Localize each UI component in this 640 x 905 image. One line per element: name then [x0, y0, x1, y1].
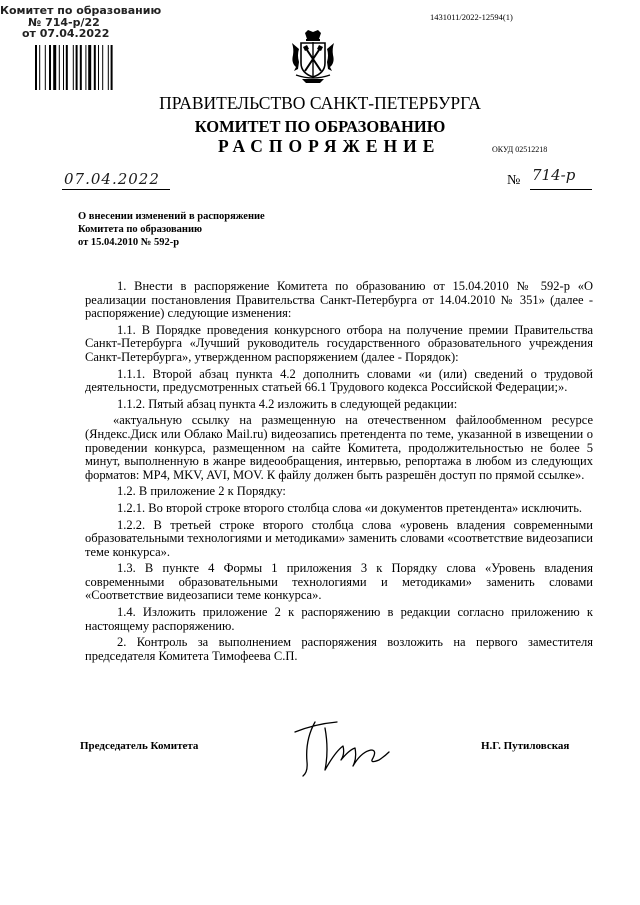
document-body [85, 280, 593, 666]
okud-code: ОКУД 02512218 [492, 145, 548, 154]
stamp-date: от 07.04.2022 [22, 27, 110, 40]
barcode-bar [85, 45, 86, 90]
barcode-bar [102, 45, 103, 90]
subject-line: от 15.04.2010 № 592-р [78, 237, 180, 248]
document-date: 07.04.2022 [64, 170, 160, 188]
barcode-bar [53, 45, 56, 90]
paragraph: 1.2.2. В третьей строке второго столбца слова «уровень владения современными образовательными технологиями и методиками» заменить словами «соответствие видеозаписи теме конкурса». [85, 517, 593, 559]
paragraph: 1.3. В пункте 4 Формы 1 приложения 3 к Порядку слова «Уровень владения современными образовательными технологиями и методиками» заменить словами «Соответствие видеозаписи теме конкурса». [85, 561, 593, 603]
barcode-bar [49, 45, 51, 90]
stamp-number: № 714-р/22 [28, 16, 100, 29]
stamp-committee: Комитет по образованию [0, 4, 162, 17]
committee-title: КОМИТЕТ ПО ОБРАЗОВАНИЮ [194, 117, 446, 136]
paragraph: 1.2.1. Во второй строке второго столбца слова «и документов претендента» исключить. [117, 500, 583, 515]
barcode-bar [63, 45, 64, 90]
barcode-bar [111, 45, 113, 90]
paragraph: 1.1.2. Пятый абзац пункта 4.2 изложить в следующей редакции: [117, 396, 458, 411]
document-type: РАСПОРЯЖЕНИЕ [218, 136, 441, 156]
registration-code: 1431011/2022-12594(1) [430, 12, 513, 22]
signatory-name: Н.Г. Путиловская [481, 740, 570, 752]
barcode-bar [66, 45, 68, 90]
barcode-bar [76, 45, 78, 90]
number-sign: № [507, 173, 521, 188]
coat-of-arms-icon [288, 29, 338, 87]
government-title: ПРАВИТЕЛЬСТВО САНКТ-ПЕТЕРБУРГА [159, 93, 481, 113]
paragraph: «актуальную ссылку на размещенную на отечественном файлообменном ресурсе (Яндекс.Диск или Облако Mail.ru) видеозапись претендента по теме, указанной в извещении о проведении конкурса, размещенном на сайте Комитета, продолжительностью не более 5 минут, выполненную в жанре видеообращения, интервью, репортажа в любом из следующих форматов: MP4, MKV, AVI, MOV. К файлу должен быть разрешён доступ по прямой ссылке». [85, 413, 593, 482]
barcode-bar [59, 45, 60, 90]
barcode-bar [88, 45, 91, 90]
barcode-bar [108, 45, 109, 90]
barcode-bar [39, 45, 40, 90]
barcode-bar [45, 45, 46, 90]
paragraph: 1. Внести в распоряжение Комитета по образованию от 15.04.2010 № 592-р «О реализации постановления Правительства Санкт-Петербурга от 14.04.2010 № 351» (далее - распоряжение) следующие изменения: [85, 279, 593, 321]
document-number: 714-р [532, 166, 576, 184]
subject-line: О внесении изменений в распоряжение [78, 211, 265, 222]
paragraph: 1.1. В Порядке проведения конкурсного отбора на получение премии Правительства Санкт-Петербурга «Лучший руководитель государственного образовательного учреждения Санкт-Петербурга», утвержденном распоряжением (далее - Порядок): [85, 322, 593, 364]
paragraph: 1.4. Изложить приложение 2 к распоряжению в редакции согласно приложению к настоящему распоряжению. [85, 605, 593, 633]
handwritten-signature [285, 710, 395, 780]
signatory-title: Председатель Комитета [80, 740, 199, 752]
document-subject [78, 210, 265, 249]
paragraph: 2. Контроль за выполнением распоряжения возложить на первого заместителя председателя Комитета Тимофеева С.П. [85, 635, 593, 663]
barcode-bar [73, 45, 74, 90]
subject-line: Комитета по образованию [78, 224, 203, 235]
date-underline [62, 189, 170, 190]
barcode-bar [94, 45, 96, 90]
paragraph: 1.2. В приложение 2 к Порядку: [117, 484, 286, 499]
paragraph: 1.1.1. Второй абзац пункта 4.2 дополнить словами «и (или) сведений о трудовой деятельности, предусмотренных статьей 66.1 Трудового кодекса Российской Федерации;». [85, 366, 593, 395]
barcode-bar [98, 45, 99, 90]
barcode-bar [35, 45, 37, 90]
barcode-bar [80, 45, 82, 90]
barcode-icon [35, 45, 135, 90]
number-underline [530, 189, 592, 190]
